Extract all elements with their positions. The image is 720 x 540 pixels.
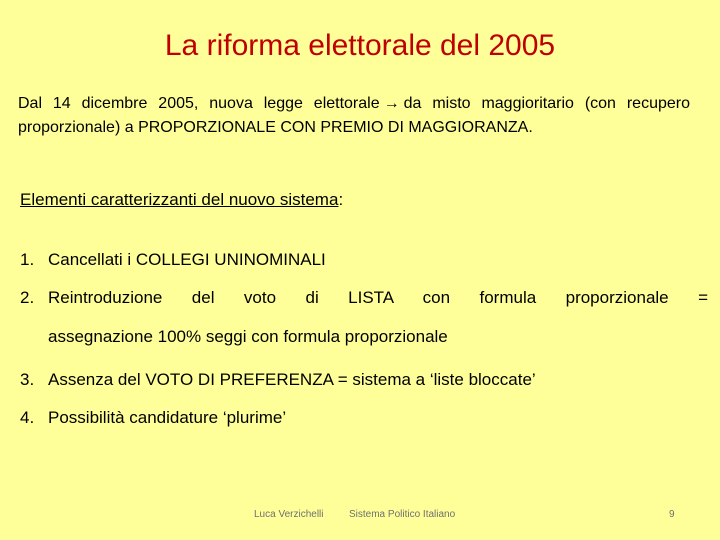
section-subtitle-text: Elementi caratterizzanti del nuovo sistema — [20, 190, 339, 209]
slide-title: La riforma elettorale del 2005 — [164, 29, 556, 62]
intro-paragraph — [18, 92, 690, 140]
list-item-text — [20, 286, 708, 349]
section-subtitle-colon: : — [338, 190, 344, 209]
section-subtitle — [20, 188, 343, 212]
list-item-text-line1: Reintroduzione del voto di LISTA con formula proporzionale = — [48, 288, 708, 307]
footer-author: Luca Verzichelli — [254, 509, 324, 520]
list-item-number: 3. — [20, 370, 35, 389]
list-item-text-line2: assegnazione 100% seggi con formula proporzionale — [48, 327, 448, 346]
list-item-text: Assenza del VOTO DI PREFERENZA = sistema a ‘liste bloccate’ — [48, 370, 536, 389]
list-item — [20, 286, 708, 349]
intro-text-part2: da misto maggioritario (con recupero proporzionale) a PROPORZIONALE CON PREMIO DI MAGGIORANZA. — [18, 95, 691, 136]
list-item-number: 2. — [20, 288, 35, 307]
list-item-text: Cancellati i COLLEGI UNINOMINALI — [48, 250, 326, 269]
list-item-number: 4. — [20, 408, 35, 427]
list-item — [20, 368, 708, 392]
list-item-text: Possibilità candidature ‘plurime’ — [48, 408, 287, 427]
right-arrow-icon: → — [383, 95, 400, 112]
footer-page-number: 9 — [669, 509, 675, 520]
list-item — [20, 406, 708, 430]
intro-text-part1: Dal 14 dicembre 2005, nuova legge elettorale — [18, 95, 380, 112]
list-item-number: 1. — [20, 250, 35, 269]
footer-course: Sistema Politico Italiano — [349, 509, 456, 520]
list-item — [20, 248, 708, 272]
